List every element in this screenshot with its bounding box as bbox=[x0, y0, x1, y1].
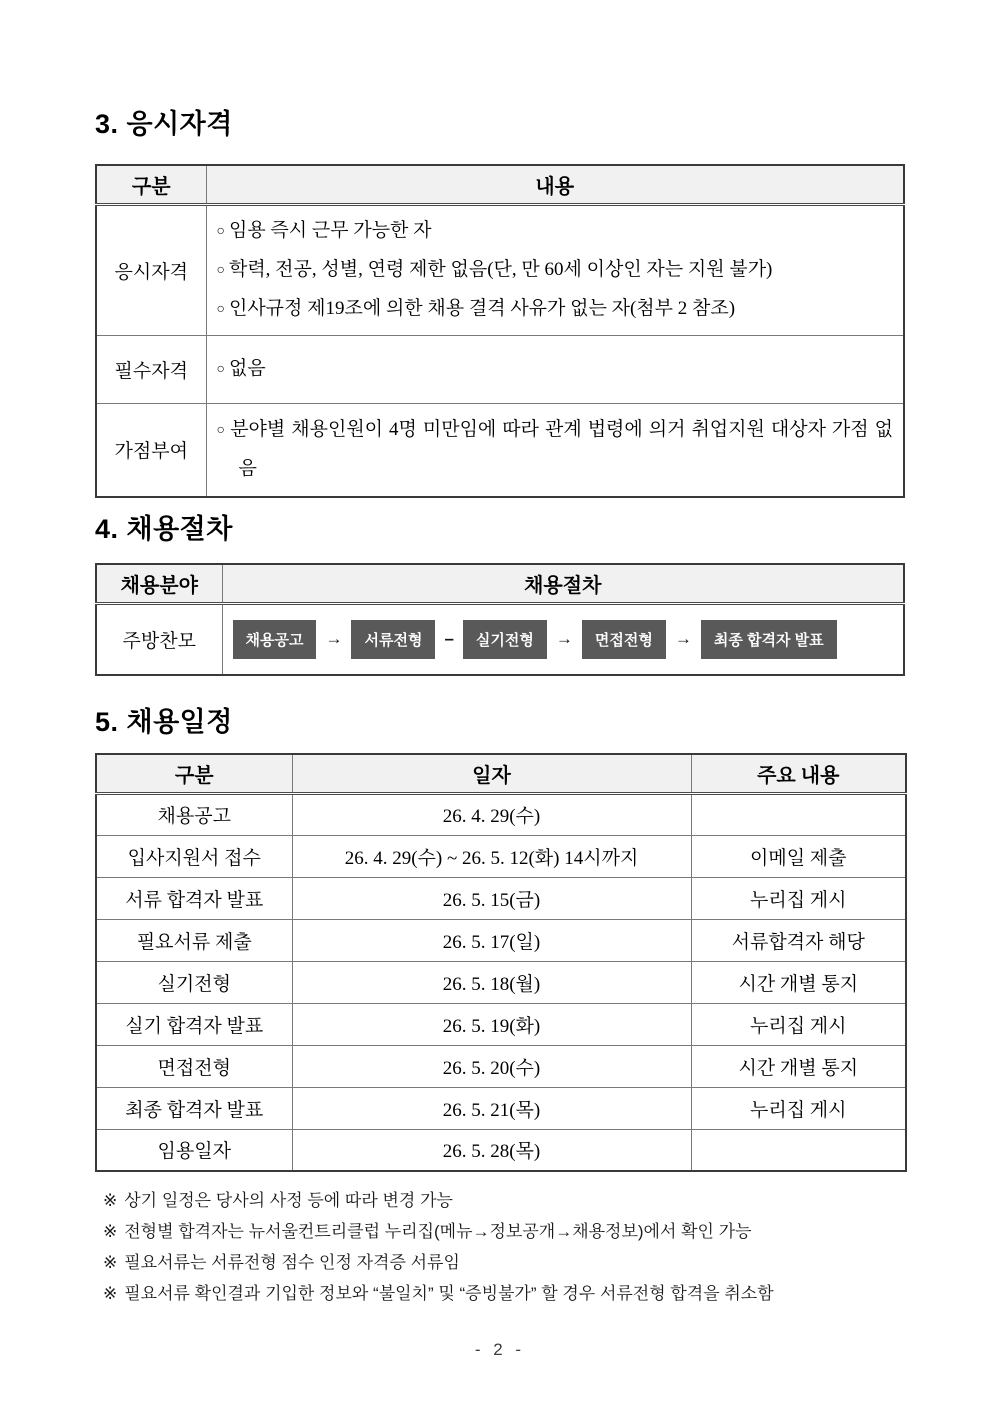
process-header-row bbox=[96, 564, 904, 603]
footnote bbox=[103, 1247, 905, 1278]
arrow-right-icon: → bbox=[555, 629, 573, 649]
arrow-right-icon: → bbox=[674, 629, 692, 649]
schedule-category: 실기전형 bbox=[96, 961, 292, 1003]
schedule-header-category: 구분 bbox=[96, 754, 292, 793]
list-item-text: 임용 즉시 근무 가능한 자 bbox=[228, 219, 432, 241]
schedule-header-detail: 주요 내용 bbox=[691, 754, 906, 793]
arrow-right-icon: – bbox=[444, 629, 454, 649]
row-content bbox=[206, 403, 904, 497]
table-row bbox=[96, 1087, 906, 1129]
schedule-header-row bbox=[96, 754, 906, 793]
schedule-header-date: 일자 bbox=[292, 754, 691, 793]
footnote bbox=[103, 1278, 905, 1309]
eligibility-header-content: 내용 bbox=[206, 165, 904, 204]
schedule-category: 입사지원서 접수 bbox=[96, 835, 292, 877]
schedule-date: 26. 5. 18(월) bbox=[292, 961, 691, 1003]
row-content bbox=[206, 204, 904, 335]
schedule-detail: 시간 개별 통지 bbox=[691, 961, 906, 1003]
schedule-date: 26. 5. 20(수) bbox=[292, 1045, 691, 1087]
table-row bbox=[96, 919, 906, 961]
footnote-text: 전형별 합격자는 뉴서울컨트리클럽 누리집(메뉴→정보공개→채용정보)에서 확인 가능 bbox=[124, 1222, 752, 1241]
table-row bbox=[96, 835, 906, 877]
schedule-detail: 시간 개별 통지 bbox=[691, 1045, 906, 1087]
list-item bbox=[217, 350, 894, 389]
circle-bullet: ○ bbox=[216, 301, 225, 317]
row-label: 가점부여 bbox=[96, 403, 206, 497]
circle-bullet: ○ bbox=[216, 423, 227, 439]
schedule-category: 채용공고 bbox=[96, 793, 292, 835]
table-row bbox=[96, 603, 904, 675]
list-item-text: 분야별 채용인원이 4명 미만임에 따라 관계 법령에 의거 취업지원 대상자 가점 없음 bbox=[230, 419, 893, 480]
flow-step: 최종 합격자 발표 bbox=[701, 620, 837, 659]
section4-title: 4. 채용절차 bbox=[95, 514, 233, 544]
arrow-right-icon: → bbox=[325, 629, 343, 649]
table-row bbox=[96, 1045, 906, 1087]
schedule-date: 26. 4. 29(수) bbox=[292, 793, 691, 835]
table-row bbox=[96, 961, 906, 1003]
list-item-text: 학력, 전공, 성별, 연령 제한 없음(단, 만 60세 이상인 자는 지원 불가) bbox=[228, 258, 773, 280]
schedule-date: 26. 5. 17(일) bbox=[292, 919, 691, 961]
reference-mark-icon: ※ bbox=[103, 1284, 118, 1303]
row-label: 주방찬모 bbox=[96, 603, 222, 675]
row-label: 필수자격 bbox=[96, 335, 206, 403]
reference-mark-icon: ※ bbox=[103, 1222, 118, 1241]
reference-mark-icon: ※ bbox=[103, 1253, 118, 1272]
footnote bbox=[103, 1216, 905, 1247]
process-header-procedure: 채용절차 bbox=[222, 564, 904, 603]
list-item bbox=[217, 411, 894, 488]
process-flow-cell bbox=[222, 603, 904, 675]
footnote-text: 상기 일정은 당사의 사정 등에 따라 변경 가능 bbox=[124, 1191, 453, 1210]
schedule-detail: 이메일 제출 bbox=[691, 835, 906, 877]
schedule-table bbox=[95, 753, 907, 1172]
reference-mark-icon: ※ bbox=[103, 1191, 118, 1210]
schedule-detail: 누리집 게시 bbox=[691, 877, 906, 919]
footnote-text: 필요서류 확인결과 기입한 정보와 “불일치” 및 “증빙불가” 할 경우 서류전형 합격을 취소함 bbox=[124, 1284, 774, 1303]
footnote-text: 필요서류는 서류전형 점수 인정 자격증 서류임 bbox=[124, 1253, 460, 1272]
row-content bbox=[206, 335, 904, 403]
flow-step: 실기전형 bbox=[463, 620, 547, 659]
circle-bullet: ○ bbox=[216, 361, 225, 377]
schedule-detail: 누리집 게시 bbox=[691, 1087, 906, 1129]
schedule-category: 최종 합격자 발표 bbox=[96, 1087, 292, 1129]
eligibility-header-row bbox=[96, 165, 904, 204]
list-item bbox=[217, 251, 894, 290]
schedule-date: 26. 5. 21(목) bbox=[292, 1087, 691, 1129]
flow-step: 서류전형 bbox=[351, 620, 435, 659]
schedule-date: 26. 5. 19(화) bbox=[292, 1003, 691, 1045]
schedule-date: 26. 4. 29(수) ~ 26. 5. 12(화) 14시까지 bbox=[292, 835, 691, 877]
process-flow bbox=[229, 620, 898, 659]
eligibility-header-category: 구분 bbox=[96, 165, 206, 204]
eligibility-table bbox=[95, 164, 905, 498]
table-row bbox=[96, 403, 904, 497]
list-item-text: 인사규정 제19조에 의한 채용 결격 사유가 없는 자(첨부 2 참조) bbox=[228, 297, 736, 319]
schedule-date: 26. 5. 15(금) bbox=[292, 877, 691, 919]
schedule-category: 임용일자 bbox=[96, 1129, 292, 1171]
table-row bbox=[96, 877, 906, 919]
table-row bbox=[96, 335, 904, 403]
circle-bullet: ○ bbox=[216, 262, 225, 278]
flow-step: 면접전형 bbox=[582, 620, 666, 659]
table-row bbox=[96, 1129, 906, 1171]
schedule-date: 26. 5. 28(목) bbox=[292, 1129, 691, 1171]
schedule-detail: 서류합격자 해당 bbox=[691, 919, 906, 961]
process-header-field: 채용분야 bbox=[96, 564, 222, 603]
table-row bbox=[96, 1003, 906, 1045]
table-row bbox=[96, 204, 904, 335]
footnote bbox=[103, 1185, 905, 1216]
schedule-category: 서류 합격자 발표 bbox=[96, 877, 292, 919]
table-row bbox=[96, 793, 906, 835]
schedule-category: 면접전형 bbox=[96, 1045, 292, 1087]
page-number: - 2 - bbox=[474, 1340, 526, 1359]
process-table bbox=[95, 563, 905, 676]
footnotes bbox=[103, 1185, 905, 1309]
list-item-text: 없음 bbox=[228, 357, 266, 379]
schedule-category: 필요서류 제출 bbox=[96, 919, 292, 961]
schedule-detail bbox=[691, 793, 906, 835]
schedule-detail: 누리집 게시 bbox=[691, 1003, 906, 1045]
section5-title: 5. 채용일정 bbox=[95, 707, 233, 737]
row-label: 응시자격 bbox=[96, 204, 206, 335]
schedule-detail bbox=[691, 1129, 906, 1171]
section3-title: 3. 응시자격 bbox=[95, 109, 233, 139]
list-item bbox=[217, 290, 894, 329]
list-item bbox=[217, 212, 894, 251]
flow-step: 채용공고 bbox=[233, 620, 317, 659]
circle-bullet: ○ bbox=[216, 223, 225, 239]
schedule-category: 실기 합격자 발표 bbox=[96, 1003, 292, 1045]
